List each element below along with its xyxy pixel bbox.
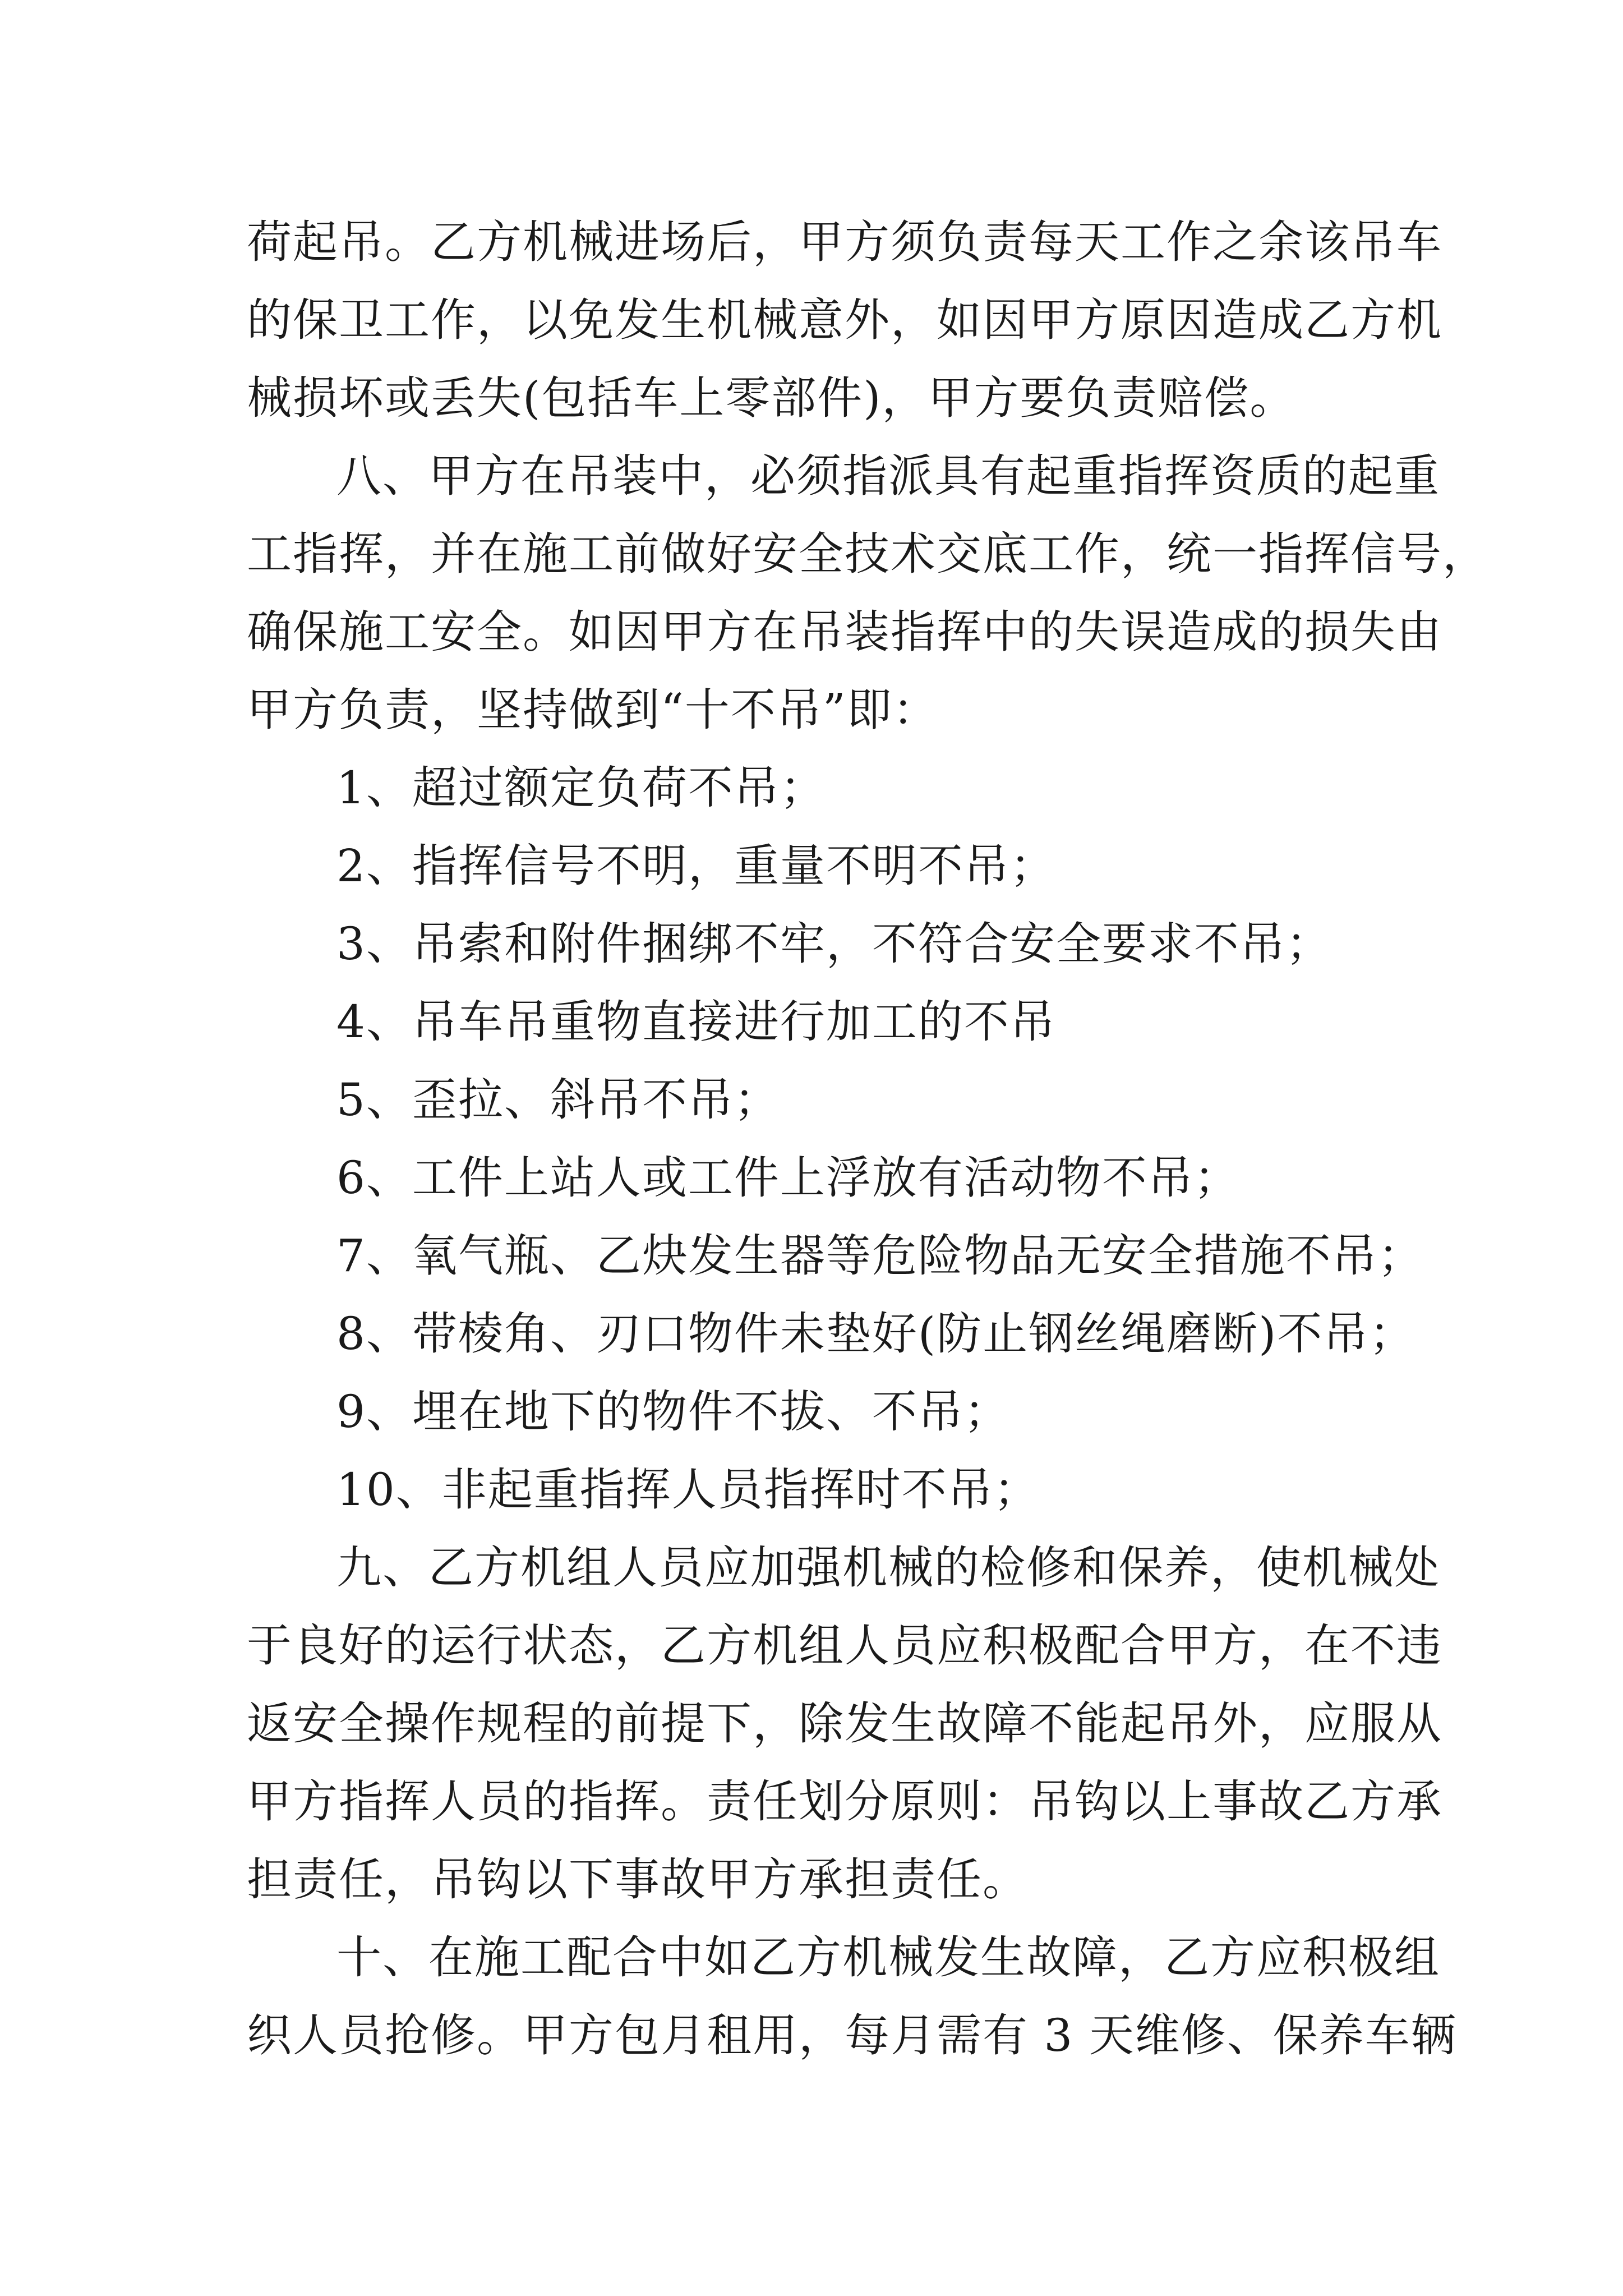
- text-line: 甲方负责，坚持做到“十不吊”即：: [247, 684, 939, 736]
- text-line: 八、甲方在吊装中，必须指派具有起重指挥资质的起重: [336, 450, 1440, 502]
- text-line: 工指挥，并在施工前做好安全技术交底工作，统一指挥信号，: [247, 528, 1488, 580]
- text-line: 十、在施工配合中如乙方机械发生故障，乙方应积极组: [336, 1931, 1440, 1984]
- list-item: 7、氧气瓶、乙炔发生器等危险物品无安全措施不吊；: [336, 1230, 1424, 1282]
- text-line: 的保卫工作，以免发生机械意外，如因甲方原因造成乙方机: [247, 294, 1442, 346]
- list-item: 8、带棱角、刃口物件未垫好(防止钢丝绳磨断)不吊；: [336, 1308, 1415, 1360]
- paragraph-continuation: [247, 203, 1442, 437]
- text-line: 担责任，吊钩以下事故甲方承担责任。: [247, 1853, 1029, 1906]
- contract-text: [247, 203, 1488, 2074]
- list-item: 2、指挥信号不明，重量不明不吊；: [336, 840, 1056, 892]
- paragraph-section-8: [247, 437, 1488, 749]
- list-item: 6、工件上站人或工件上浮放有活动物不吊；: [336, 1152, 1240, 1204]
- list-item: 4、吊车吊重物直接进行加工的不吊: [336, 996, 1056, 1048]
- list-item: 5、歪拉、斜吊不吊；: [336, 1074, 780, 1126]
- list-item: 3、吊索和附件捆绑不牢，不符合安全要求不吊；: [336, 918, 1332, 970]
- list-item: 9、埋在地下的物件不拔、不吊；: [336, 1386, 1010, 1438]
- text-line: 于良好的运行状态，乙方机组人员应积极配合甲方，在不违: [247, 1619, 1442, 1672]
- paragraph-section-10: [247, 1918, 1457, 2074]
- list-item: 10、非起重指挥人员指挥时不吊；: [336, 1464, 1040, 1516]
- text-line: 返安全操作规程的前提下，除发生故障不能起吊外，应服从: [247, 1697, 1442, 1750]
- text-line: 械损坏或丢失(包括车上零部件)，甲方要负责赔偿。: [247, 372, 1296, 424]
- text-line: 确保施工安全。如因甲方在吊装指挥中的失误造成的损失由: [247, 606, 1442, 658]
- paragraph-section-9: [247, 1529, 1442, 1918]
- text-line: 荷起吊。乙方机械进场后，甲方须负责每天工作之余该吊车: [247, 216, 1442, 268]
- text-line: 甲方指挥人员的指挥。责任划分原则：吊钩以上事故乙方承: [247, 1775, 1442, 1828]
- text-line: 织人员抢修。甲方包月租用，每月需有 3 天维修、保养车辆: [247, 2009, 1457, 2062]
- list-item: 1、超过额定负荷不吊；: [336, 762, 826, 814]
- ten-rules-list: [247, 749, 1424, 1529]
- text-line: 九、乙方机组人员应加强机械的检修和保养，使机械处: [336, 1542, 1440, 1594]
